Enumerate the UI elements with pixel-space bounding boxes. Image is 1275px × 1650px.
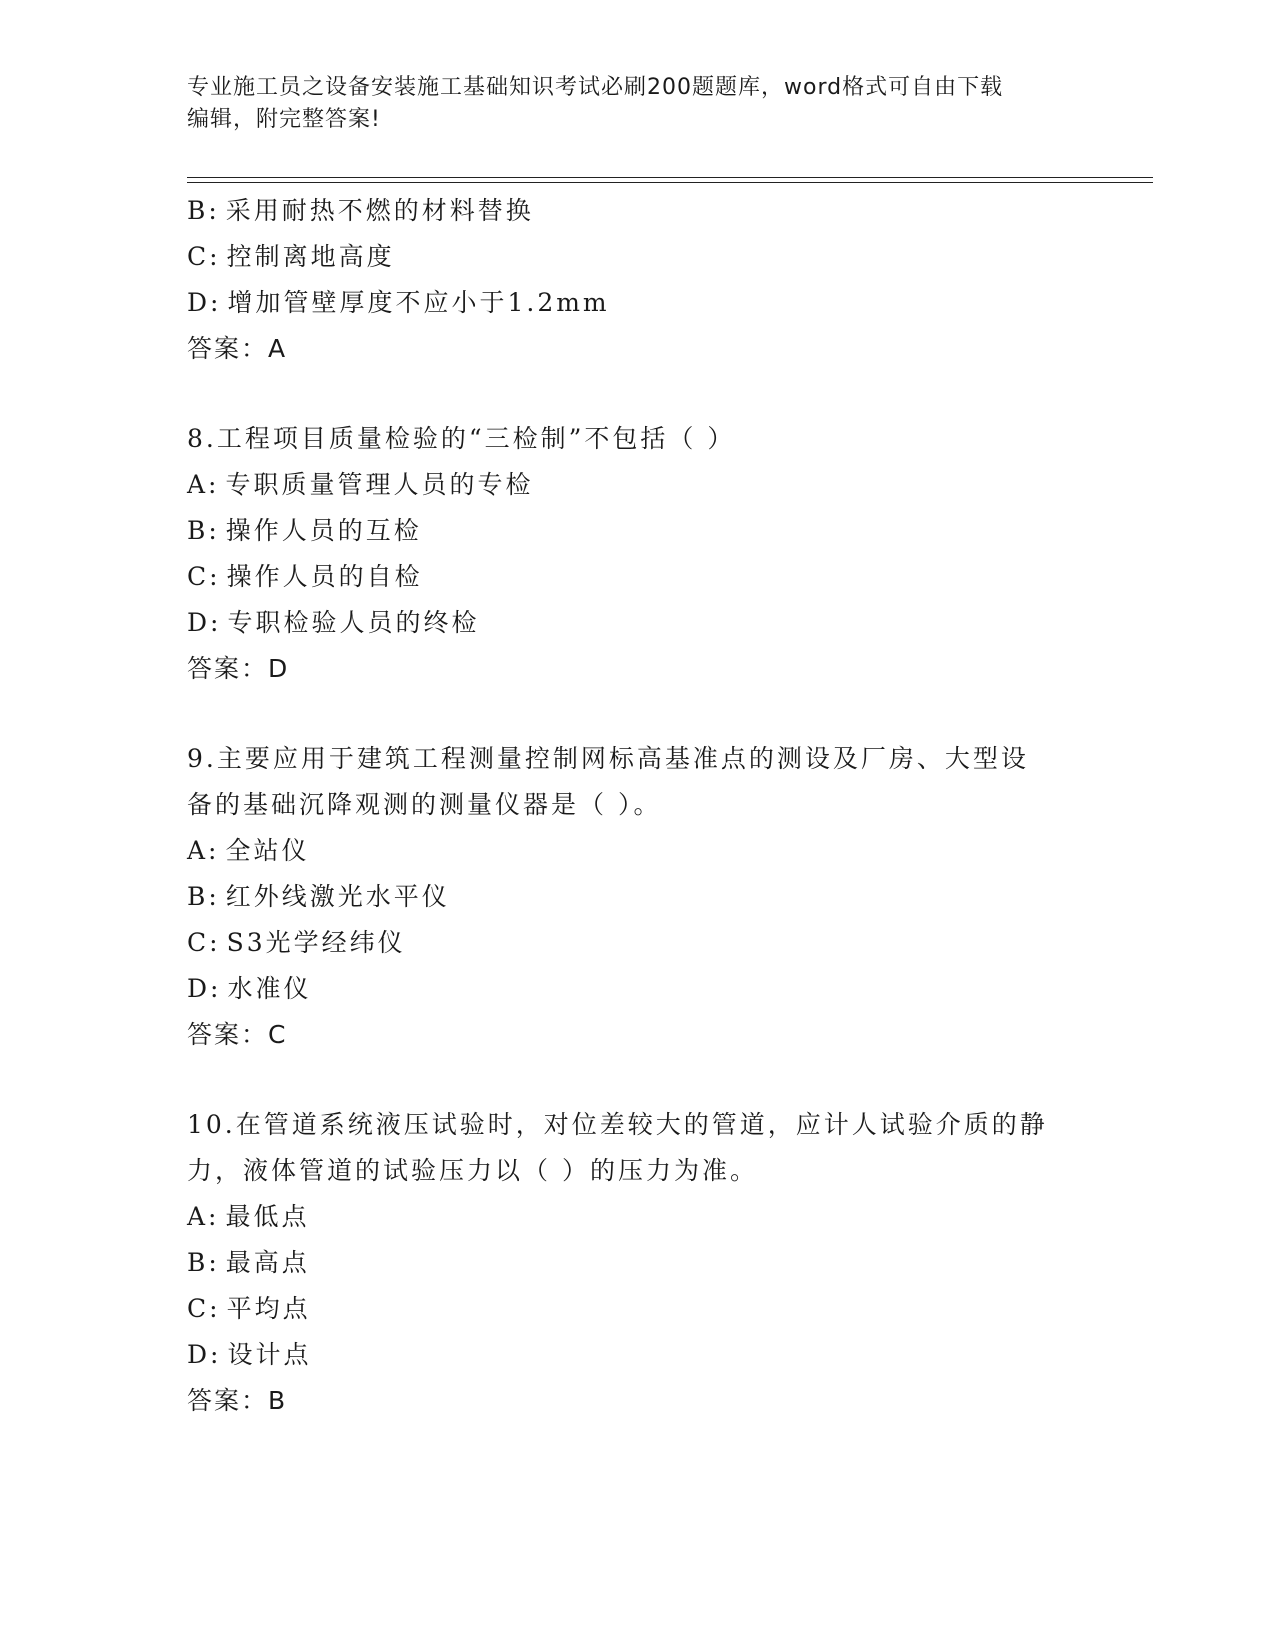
question-8	[187, 416, 1087, 692]
question-stem-line-2: 力，液体管道的试验压力以（ ）的压力为准。	[187, 1156, 758, 1185]
header-line-2: 编辑，附完整答案!	[187, 107, 381, 132]
option-key: A:	[187, 836, 220, 865]
option-text: 专职质量管理人员的专检	[225, 470, 534, 499]
option-text: 专职检验人员的终检	[227, 608, 480, 637]
header-rule-top	[187, 177, 1153, 178]
option-text: 操作人员的互检	[225, 516, 422, 545]
answer: 答案：B	[187, 1386, 288, 1415]
document-body	[187, 188, 1087, 1424]
option-c	[187, 554, 1087, 600]
question-9	[187, 736, 1087, 1058]
option-c	[187, 1286, 1087, 1332]
option-text: 操作人员的自检	[226, 562, 423, 591]
option-b	[187, 188, 1087, 234]
option-b	[187, 508, 1087, 554]
option-text: 红外线激光水平仪	[225, 882, 450, 911]
header-line-1: 专业施工员之设备安装施工基础知识考试必刷200题题库，word格式可自由下载	[187, 75, 1004, 100]
option-d	[187, 1332, 1087, 1378]
answer: 答案：D	[187, 654, 290, 683]
option-key: C:	[187, 242, 221, 271]
option-key: D:	[187, 1340, 222, 1369]
answer: 答案：C	[187, 1020, 288, 1049]
option-key: B:	[187, 882, 220, 911]
option-text: 水准仪	[227, 974, 312, 1003]
option-key: D:	[187, 288, 222, 317]
option-text: 平均点	[226, 1294, 311, 1323]
question-7-continuation	[187, 188, 1087, 372]
option-d	[187, 966, 1087, 1012]
option-text: 设计点	[227, 1340, 312, 1369]
option-a	[187, 1194, 1087, 1240]
option-text: 控制离地高度	[226, 242, 395, 271]
option-b	[187, 1240, 1087, 1286]
option-key: C:	[187, 1294, 221, 1323]
option-key: C:	[187, 562, 221, 591]
option-key: D:	[187, 608, 222, 637]
answer: 答案：A	[187, 334, 288, 363]
option-key: B:	[187, 516, 220, 545]
option-text: 全站仪	[225, 836, 310, 865]
question-stem: 8.工程项目质量检验的“三检制”不包括（ ）	[187, 424, 736, 453]
option-text: 最低点	[225, 1202, 310, 1231]
option-key: B:	[187, 1248, 220, 1277]
option-key: B:	[187, 196, 220, 225]
option-d	[187, 600, 1087, 646]
question-stem	[187, 736, 1067, 828]
question-stem-line-1: 9.主要应用于建筑工程测量控制网标高基准点的测设及厂房、大型设	[187, 744, 1029, 773]
question-stem-line-1: 10.在管道系统液压试验时，对位差较大的管道，应计人试验介质的静	[187, 1110, 1048, 1139]
document-header	[187, 72, 1067, 136]
option-text: S3光学经纬仪	[226, 928, 406, 957]
option-a	[187, 462, 1087, 508]
question-stem	[187, 1102, 1067, 1194]
header-rule-bottom	[187, 182, 1153, 183]
option-key: C:	[187, 928, 221, 957]
option-key: A:	[187, 470, 220, 499]
option-text: 增加管壁厚度不应小于1.2mm	[227, 288, 610, 317]
question-stem-line-2: 备的基础沉降观测的测量仪器是（ ）。	[187, 790, 662, 819]
question-10	[187, 1102, 1087, 1424]
option-c	[187, 920, 1087, 966]
option-text: 采用耐热不燃的材料替换	[225, 196, 534, 225]
option-text: 最高点	[225, 1248, 310, 1277]
option-key: D:	[187, 974, 222, 1003]
option-key: A:	[187, 1202, 220, 1231]
option-a	[187, 828, 1087, 874]
option-c	[187, 234, 1087, 280]
option-b	[187, 874, 1087, 920]
option-d	[187, 280, 1087, 326]
